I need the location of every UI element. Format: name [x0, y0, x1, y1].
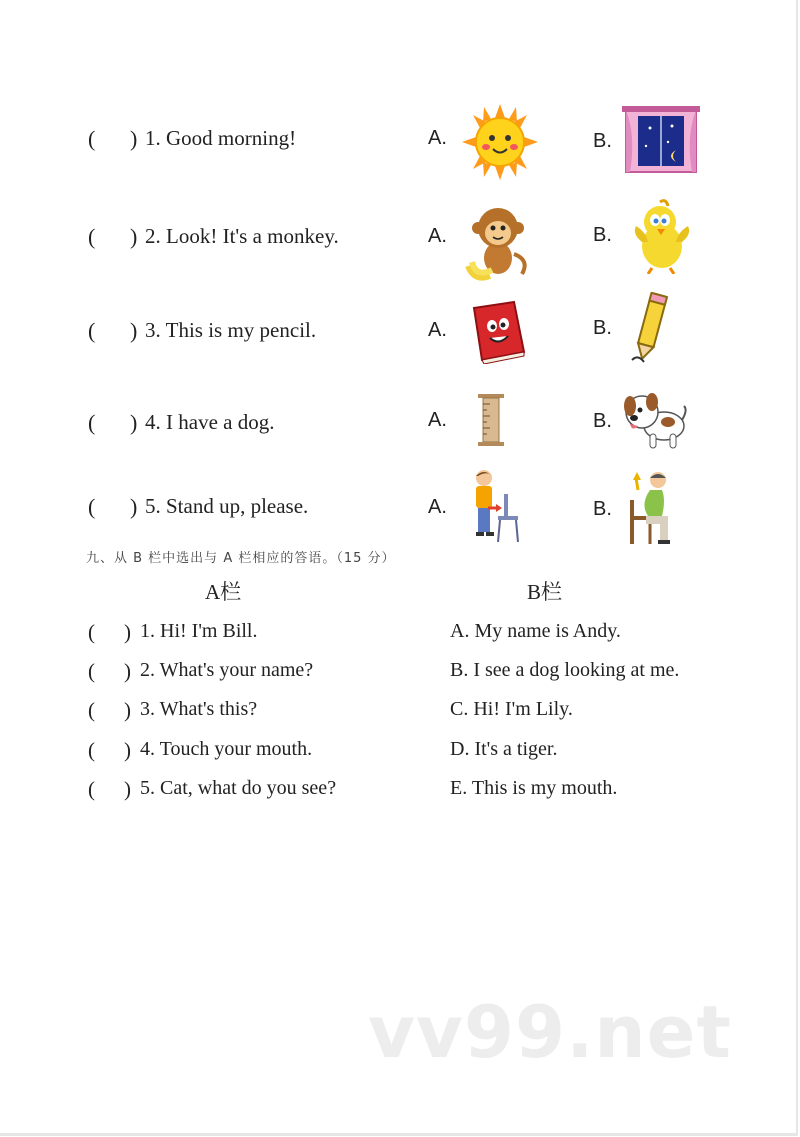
question-row-5 [0, 478, 796, 558]
question-text: 4. I have a dog. [145, 410, 275, 434]
answer-blank[interactable] [88, 659, 131, 684]
option-b-label: B. [593, 224, 612, 246]
paren-open: ( [88, 659, 95, 683]
question-text: 1. Good morning! [145, 126, 297, 150]
watermark: vv99.net [368, 990, 732, 1074]
column-b-item: A. My name is Andy. [450, 620, 621, 642]
monkey-icon [464, 204, 530, 287]
paren-open: ( [88, 738, 95, 762]
paren-close: ) [124, 777, 131, 801]
answer-blank[interactable] [88, 318, 138, 344]
paren-open: ( [88, 410, 96, 435]
match-row-4 [0, 738, 796, 768]
column-b-item: D. It's a tiger. [450, 738, 558, 760]
option-a-label: A. [428, 319, 447, 341]
option-b-label: B. [593, 498, 612, 520]
question-text: 3. This is my pencil. [145, 318, 317, 342]
paren-close: ) [130, 126, 138, 151]
column-b-item: E. This is my mouth. [450, 777, 618, 799]
option-b-label: B. [593, 130, 612, 152]
section-title: 九、从 B 栏中选出与 A 栏相应的答语。（15 分） [86, 551, 396, 566]
ruler-icon [476, 392, 506, 453]
option-a-label: A. [428, 225, 447, 247]
question-text: 2. Look! It's a monkey. [145, 224, 339, 248]
column-b-heading: B栏 [527, 580, 563, 604]
paren-close: ) [124, 738, 131, 762]
option-a-label: A. [428, 496, 447, 518]
paren-close: ) [124, 620, 131, 644]
paren-close: ) [124, 698, 131, 722]
match-row-3 [0, 698, 796, 728]
option-b-label: B. [593, 410, 612, 432]
column-b-item: C. Hi! I'm Lily. [450, 698, 573, 720]
match-row-2 [0, 659, 796, 689]
sun-icon [462, 104, 538, 185]
column-a-item: 4. Touch your mouth. [140, 738, 313, 760]
column-a-item: 1. Hi! I'm Bill. [140, 620, 258, 642]
answer-blank[interactable] [88, 224, 138, 250]
paren-open: ( [88, 620, 95, 644]
answer-blank[interactable] [88, 494, 138, 520]
night-window-icon [622, 106, 700, 181]
boy-sitting-down-icon [468, 468, 522, 551]
column-a-heading: A栏 [205, 580, 242, 604]
column-a-item: 5. Cat, what do you see? [140, 777, 337, 799]
column-a-item: 3. What's this? [140, 698, 258, 720]
paren-open: ( [88, 126, 96, 151]
column-a-item: 2. What's your name? [140, 659, 314, 681]
paren-open: ( [88, 777, 95, 801]
paren-open: ( [88, 224, 96, 249]
paren-close: ) [130, 494, 138, 519]
question-row-2 [0, 208, 796, 288]
question-row-1 [0, 110, 796, 190]
paren-close: ) [130, 224, 138, 249]
match-row-1 [0, 620, 796, 650]
option-a-label: A. [428, 409, 447, 431]
answer-blank[interactable] [88, 620, 131, 645]
column-b-item: B. I see a dog looking at me. [450, 659, 680, 681]
pencil-icon [628, 292, 672, 369]
answer-blank[interactable] [88, 698, 131, 723]
paren-open: ( [88, 318, 96, 343]
answer-blank[interactable] [88, 410, 138, 436]
paren-open: ( [88, 698, 95, 722]
option-a-label: A. [428, 127, 447, 149]
question-text: 5. Stand up, please. [145, 494, 309, 518]
paren-close: ) [124, 659, 131, 683]
paren-close: ) [130, 318, 138, 343]
answer-blank[interactable] [88, 777, 131, 802]
option-b-label: B. [593, 317, 612, 339]
question-row-3 [0, 302, 796, 382]
man-standing-up-icon [626, 470, 678, 551]
book-icon [468, 298, 528, 369]
paren-close: ) [130, 410, 138, 435]
dog-icon [620, 386, 688, 455]
question-row-4 [0, 394, 796, 474]
match-row-5 [0, 777, 796, 807]
bird-icon [630, 198, 692, 279]
answer-blank[interactable] [88, 738, 131, 763]
paren-open: ( [88, 494, 96, 519]
answer-blank[interactable] [88, 126, 138, 152]
